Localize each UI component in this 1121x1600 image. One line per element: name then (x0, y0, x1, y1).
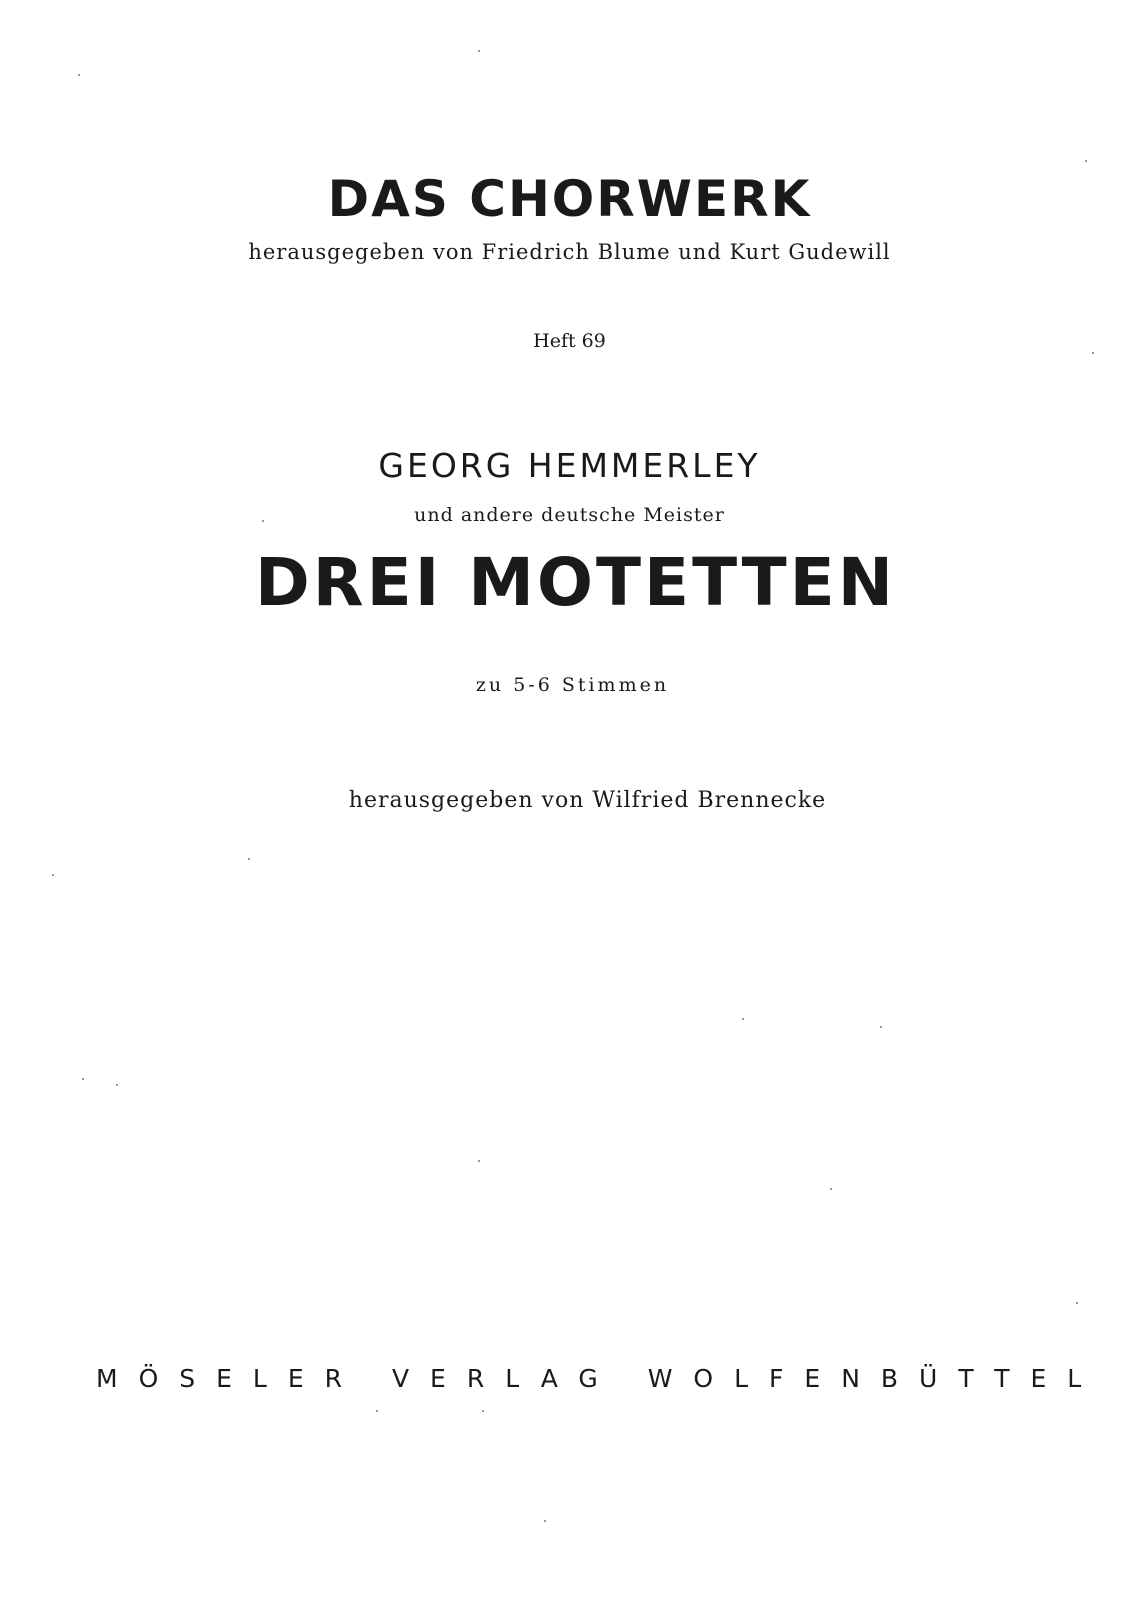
scan-speck (82, 1078, 84, 1080)
voices-note: zu 5-6 Stimmen (475, 674, 670, 696)
scan-speck (78, 74, 80, 76)
scan-speck (544, 1520, 546, 1522)
scan-speck (482, 1410, 484, 1412)
scan-speck (742, 1018, 744, 1020)
scan-speck (880, 1026, 882, 1028)
series-title: DAS CHORWERK (327, 170, 812, 228)
composer-subtitle: und andere deutsche Meister (414, 504, 725, 526)
scan-speck (1092, 352, 1094, 354)
scan-speck (478, 50, 480, 52)
scan-speck (116, 1084, 118, 1086)
issue-number: Heft 69 (533, 330, 606, 352)
scan-speck (478, 1160, 480, 1162)
scan-speck (52, 874, 54, 876)
scan-speck (248, 858, 250, 860)
publisher-imprint: MÖSELER VERLAG WOLFENBÜTTEL (96, 1364, 1103, 1393)
series-editors: herausgegeben von Friedrich Blume und Kurt Gudewill (248, 240, 891, 264)
composer-name: GEORG HEMMERLEY (378, 446, 761, 485)
scan-speck (1076, 1302, 1078, 1304)
scan-speck (262, 520, 264, 522)
scan-speck (830, 1188, 832, 1190)
scan-speck (1085, 160, 1087, 162)
work-title: DREI MOTETTEN (255, 544, 896, 621)
scan-speck (376, 1410, 378, 1412)
work-editor: herausgegeben von Wilfried Brennecke (348, 788, 827, 813)
